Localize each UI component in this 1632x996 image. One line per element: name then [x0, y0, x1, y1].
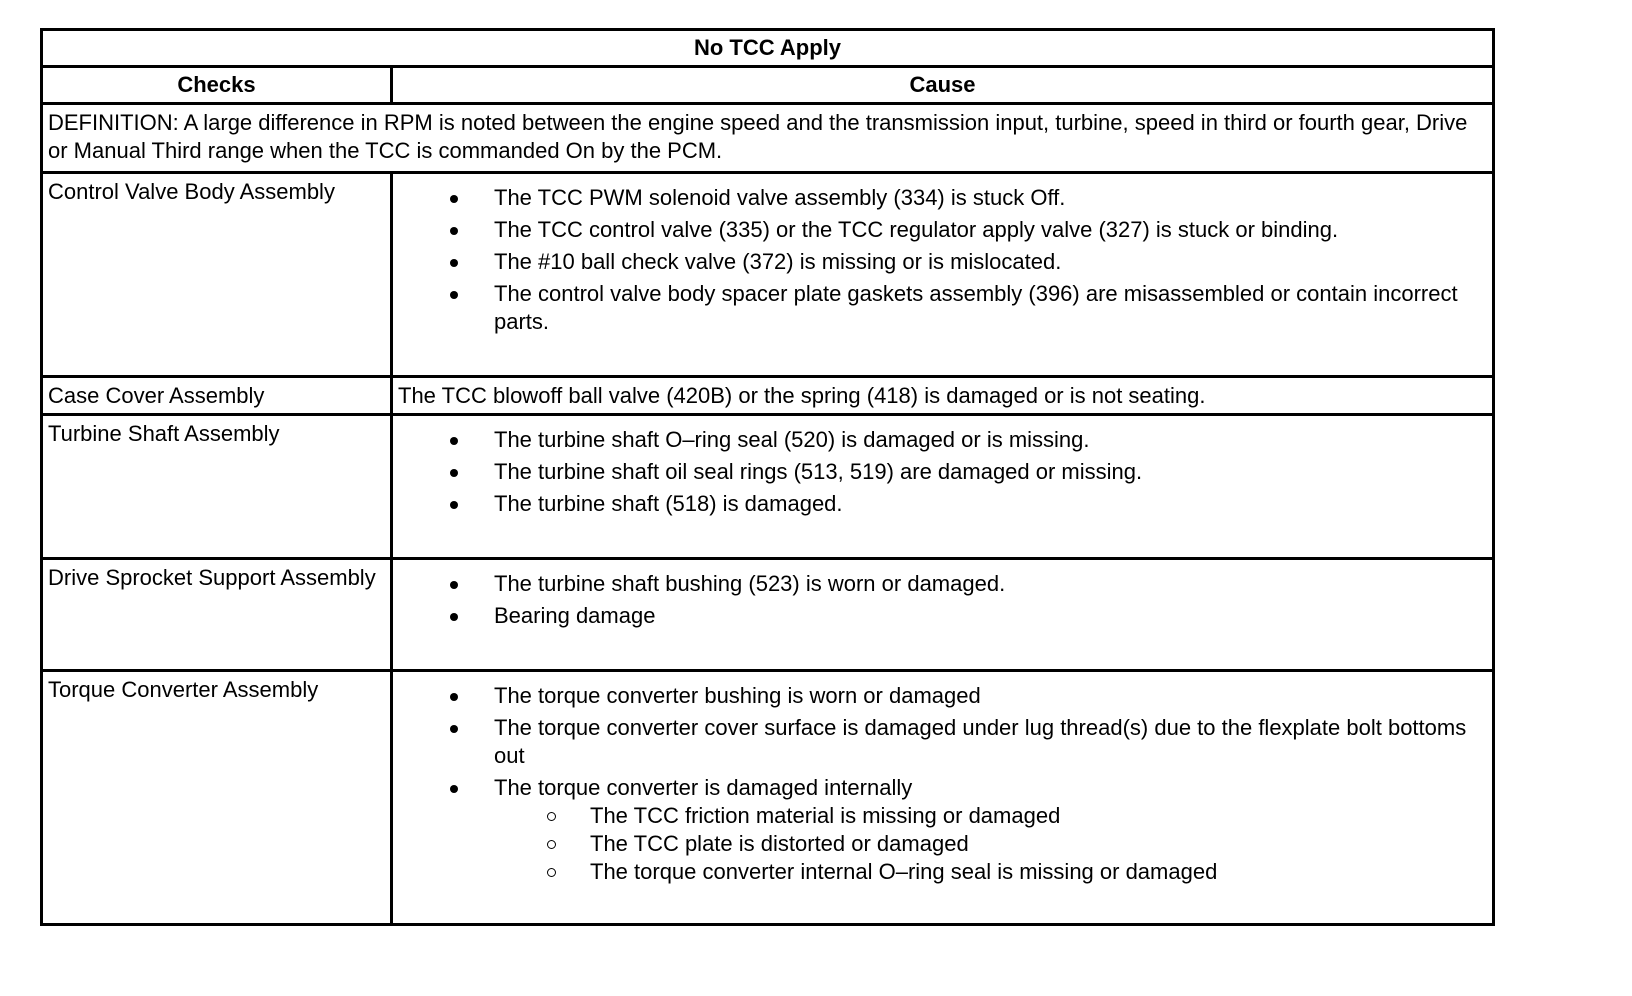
table-row	[42, 671, 1494, 925]
cause-text: The TCC blowoff ball valve (420B) or the spring (418) is damaged or is not seating.	[392, 377, 1494, 415]
check-label: Case Cover Assembly	[42, 377, 392, 415]
cause-item: The TCC control valve (335) or the TCC regulator apply valve (327) is stuck or binding.	[398, 216, 1472, 244]
subcause-item: The TCC plate is distorted or damaged	[494, 830, 1472, 858]
cause-item: The turbine shaft O–ring seal (520) is damaged or is missing.	[398, 426, 1472, 454]
cause-item: The TCC PWM solenoid valve assembly (334) is stuck Off.	[398, 184, 1472, 212]
cause-cell	[392, 415, 1494, 559]
cause-item: The torque converter bushing is worn or damaged	[398, 682, 1472, 710]
subcause-list	[494, 802, 1472, 886]
title-row	[42, 30, 1494, 67]
cause-list	[398, 682, 1472, 886]
table-row	[42, 559, 1494, 671]
definition-text: DEFINITION: A large difference in RPM is noted between the engine speed and the transmission input, turbine, speed in third or fourth gear, Drive or Manual Third range when the TCC is commanded On by the PCM.	[42, 104, 1494, 173]
cause-item: The control valve body spacer plate gaskets assembly (396) are misassembled or contain incorrect parts.	[398, 280, 1472, 336]
cause-cell	[392, 173, 1494, 377]
cause-item: The turbine shaft oil seal rings (513, 519) are damaged or missing.	[398, 458, 1472, 486]
cause-header: Cause	[392, 67, 1494, 104]
check-label: Turbine Shaft Assembly	[42, 415, 392, 559]
cause-item: Bearing damage	[398, 602, 1472, 630]
cause-item-text: The torque converter is damaged internally	[494, 775, 913, 800]
check-label: Drive Sprocket Support Assembly	[42, 559, 392, 671]
cause-list	[398, 570, 1472, 630]
table-row	[42, 415, 1494, 559]
checks-header: Checks	[42, 67, 392, 104]
header-row	[42, 67, 1494, 104]
table-title: No TCC Apply	[42, 30, 1494, 67]
cause-item	[398, 774, 1472, 886]
cause-list	[398, 184, 1472, 336]
cause-cell	[392, 671, 1494, 925]
table-row	[42, 377, 1494, 415]
diagnostic-table	[40, 28, 1495, 926]
check-label: Torque Converter Assembly	[42, 671, 392, 925]
cause-item: The torque converter cover surface is damaged under lug thread(s) due to the flexplate bolt bottoms out	[398, 714, 1472, 770]
check-label: Control Valve Body Assembly	[42, 173, 392, 377]
subcause-item: The TCC friction material is missing or damaged	[494, 802, 1472, 830]
subcause-item: The torque converter internal O–ring seal is missing or damaged	[494, 858, 1472, 886]
cause-list	[398, 426, 1472, 518]
cause-item: The turbine shaft bushing (523) is worn or damaged.	[398, 570, 1472, 598]
table-row	[42, 173, 1494, 377]
cause-item: The #10 ball check valve (372) is missing or is mislocated.	[398, 248, 1472, 276]
cause-cell	[392, 559, 1494, 671]
cause-item: The turbine shaft (518) is damaged.	[398, 490, 1472, 518]
definition-row	[42, 104, 1494, 173]
